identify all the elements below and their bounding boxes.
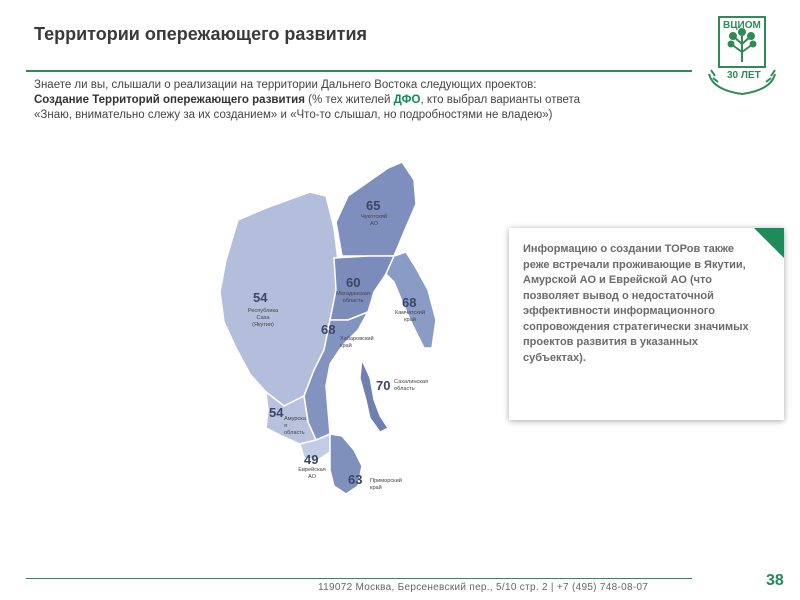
pct-text: (% тех жителей (304, 94, 394, 106)
value-kamchatka: 68 (402, 295, 417, 310)
dfo-highlight: ДФО (393, 94, 421, 106)
bold-project: Создание Территорий опережающего развития (34, 94, 305, 106)
value-sakha: 54 (253, 290, 268, 305)
rest-text: , кто выбрал варианты ответа (420, 94, 580, 106)
region-shape-magadan (330, 256, 394, 320)
header-divider (26, 70, 692, 72)
label-sakhalin: Сахалинская область (394, 379, 429, 392)
footer-divider (26, 578, 692, 579)
value-amur: 54 (269, 405, 284, 420)
region-shape-sakhalin (360, 360, 391, 432)
value-chukotka: 65 (366, 198, 381, 213)
vciom-logo (705, 14, 779, 98)
logo-years: 30 ЛЕТ (727, 70, 761, 81)
info-callout (509, 228, 784, 420)
page-title: Территории опережающего развития (34, 24, 368, 44)
info-text: Информацию о создании ТОРов также реже встречали проживающие в Якутии, Амурской АО и Еврейской АО (что позволяет вывод о недостаточной эффективности информационного сопровождения стратегически значимых проектов развития в указанных субъектах). (523, 243, 749, 364)
question-text: Знаете ли вы, слышали о реализации на территории Дальнего Востока следующих проектов: (34, 79, 537, 91)
question-line3: «Знаю, внимательно слежу за их созданием» и «Что-то слышал, но подробностями не владею») (34, 109, 553, 121)
question-line2 (34, 94, 580, 106)
label-jewish: Еврейская АО (298, 467, 326, 480)
far-east-map (218, 160, 458, 500)
survey-question (34, 78, 674, 123)
value-sakhalin: 70 (376, 378, 391, 393)
label-kamchatka: Камчатский край (394, 310, 426, 323)
value-khabarovsk: 68 (321, 322, 336, 337)
label-magadan: Магаданская область (336, 291, 370, 304)
page-number: 38 (766, 572, 784, 589)
label-sakha: Республика Саха (Якутия) (247, 308, 279, 328)
value-magadan: 60 (346, 275, 361, 290)
regions-map (218, 160, 458, 500)
footer-address: 119072 Москва, Берсеневский пер., 5/10 стр. 2 | +7 (495) 748-08-07 (318, 582, 649, 593)
label-primorsky: Приморский край (370, 478, 402, 491)
value-jewish: 49 (304, 452, 319, 467)
logo-brand: ВЦИОМ (723, 20, 761, 31)
label-chukotka: Чукотский АО (360, 214, 388, 227)
label-amur: Амурска я область (284, 416, 306, 436)
value-primorsky: 63 (348, 472, 363, 487)
label-khabarovsk: Хабаровский край (340, 336, 374, 349)
